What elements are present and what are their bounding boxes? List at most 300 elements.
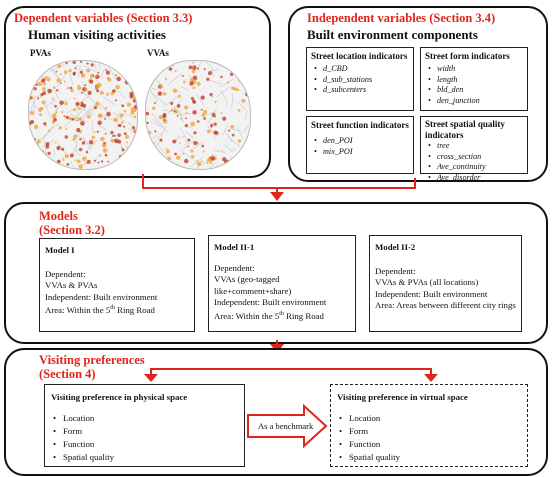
heat-dot: [115, 85, 120, 90]
heat-dot: [192, 66, 194, 68]
heat-dot: [165, 78, 167, 80]
heat-dot: [238, 79, 241, 82]
heat-dot: [167, 156, 171, 160]
heat-dot: [105, 107, 107, 109]
street-line: [237, 126, 243, 139]
street-location-title: Street location indicators: [311, 51, 408, 61]
heat-dot: [29, 165, 31, 169]
model-i-title: Model I: [45, 245, 75, 255]
indicator-d-cbd: • d_CBD: [323, 64, 409, 75]
heat-dot: [35, 142, 39, 146]
model-ii-2-independent: Independent: Built environment: [375, 288, 488, 299]
street-line: [43, 160, 58, 164]
heat-dot: [64, 70, 68, 74]
heat-dot: [113, 61, 117, 65]
preferences-panel: [4, 348, 548, 476]
independent-subtitle: Built environment components: [307, 27, 478, 42]
heat-dot: [191, 97, 194, 100]
heat-dot: [172, 139, 176, 143]
heat-dot: [192, 86, 195, 89]
heat-dot: [125, 135, 129, 139]
benchmark-label: As a benchmark: [258, 421, 314, 431]
heat-dot: [124, 132, 127, 135]
heat-dot: [134, 116, 137, 119]
street-line: [249, 76, 250, 91]
heat-dot: [196, 160, 198, 162]
heat-dot: [147, 141, 149, 143]
heat-dot: [77, 85, 79, 87]
heat-dot: [184, 106, 188, 110]
indicator-mix-poi: • mix_POI: [323, 147, 409, 158]
street-line: [152, 113, 164, 127]
heat-dot: [163, 92, 166, 95]
heat-dot: [204, 68, 206, 70]
physical-item-spatial-quality: • Spatial quality: [63, 451, 238, 464]
heat-dot: [233, 87, 236, 90]
heat-dot: [236, 88, 239, 91]
heat-dot: [130, 61, 133, 63]
heat-dot: [45, 142, 49, 146]
heat-dot: [29, 63, 32, 66]
heat-dot: [177, 104, 181, 108]
heat-dot: [171, 109, 173, 111]
heat-dot: [56, 89, 58, 91]
heat-dot: [94, 106, 97, 109]
heat-dot: [232, 134, 235, 137]
heat-dot: [56, 78, 60, 82]
heat-dot: [132, 156, 134, 158]
heat-dot: [86, 151, 88, 153]
heat-dot: [173, 89, 177, 93]
virtual-item-spatial-quality: • Spatial quality: [349, 451, 521, 464]
heat-dot: [59, 100, 63, 104]
heat-dot: [190, 122, 195, 127]
heat-dot: [246, 72, 249, 75]
heat-dot: [111, 92, 115, 96]
heat-dot: [81, 102, 84, 105]
heat-dot: [52, 98, 54, 100]
heat-dot: [132, 76, 135, 79]
heat-dot: [73, 73, 75, 75]
independent-variables-panel: [288, 6, 548, 182]
heat-dot: [135, 160, 137, 163]
heat-dot: [45, 125, 47, 127]
heat-dot: [42, 91, 46, 95]
heat-dot: [98, 161, 100, 163]
street-line: [100, 68, 105, 78]
street-line: [226, 99, 227, 106]
heat-dot: [86, 69, 90, 73]
model-ii-2-dependent-label: Dependent:: [375, 265, 416, 276]
heat-dot: [128, 67, 130, 69]
heat-dot: [56, 71, 58, 73]
heat-dot: [156, 163, 160, 167]
heat-dot: [197, 82, 201, 86]
heat-dot: [197, 67, 199, 69]
heat-dot: [201, 109, 203, 111]
heat-dot: [240, 73, 244, 77]
heat-dot: [36, 84, 38, 86]
heat-dot: [72, 138, 75, 141]
heat-dot: [166, 149, 170, 153]
heat-dot: [113, 62, 116, 65]
model-ii-1-title: Model II-1: [214, 242, 255, 252]
heat-dot: [95, 76, 97, 78]
model-ii-1-dependent: VVAs (geo-tagged like+comment+share): [214, 274, 292, 296]
heat-dot: [76, 128, 80, 132]
street-line: [245, 84, 250, 89]
model-ii-2-area: Area: Areas between different city rings: [375, 300, 516, 310]
heat-dot: [52, 114, 57, 119]
street-line: [92, 155, 100, 165]
street-line: [69, 71, 72, 85]
heat-dot: [53, 118, 57, 122]
heat-dot: [113, 118, 117, 122]
heat-dot: [192, 62, 194, 64]
heat-dot: [133, 129, 136, 132]
heat-dot: [213, 131, 217, 135]
heat-dot: [151, 154, 154, 157]
heat-dot: [182, 75, 184, 77]
heat-dot: [146, 112, 149, 116]
heat-dot: [55, 112, 57, 114]
heat-dot: [222, 61, 224, 62]
heat-dot: [57, 160, 61, 164]
heat-dot: [37, 97, 39, 99]
heat-dot: [48, 130, 50, 132]
street-line: [246, 133, 250, 138]
heat-dot: [191, 155, 194, 158]
street-line: [168, 73, 181, 85]
heat-dot: [172, 166, 174, 168]
street-line: [186, 132, 194, 138]
heat-dot: [126, 141, 128, 143]
heat-dot: [125, 80, 130, 85]
models-panel: [4, 202, 548, 344]
street-line: [78, 154, 81, 155]
heat-dot: [79, 138, 81, 140]
heat-dot: [130, 95, 134, 99]
indicator-cross-section: • cross_section: [437, 152, 523, 163]
street-line: [184, 143, 188, 145]
heat-dot: [130, 111, 134, 115]
street-line: [62, 156, 65, 159]
heat-dot: [55, 142, 57, 144]
heat-dot: [62, 159, 64, 161]
heat-dot: [54, 162, 56, 164]
heat-dot: [106, 112, 111, 117]
heat-dot: [44, 155, 46, 157]
street-line: [163, 97, 178, 107]
heat-dot: [230, 73, 233, 76]
heat-dot: [116, 165, 120, 169]
street-line: [70, 161, 78, 169]
heat-dot: [227, 82, 229, 84]
heat-dot: [85, 162, 87, 164]
street-line: [225, 164, 233, 167]
street-line: [176, 135, 180, 142]
heat-dot: [128, 61, 131, 63]
heat-dot: [246, 152, 250, 156]
heat-dot: [100, 91, 104, 95]
connector-horizontal: [142, 187, 416, 189]
heat-dot: [238, 152, 240, 154]
heat-dot: [133, 152, 135, 154]
heat-dot: [132, 126, 135, 129]
street-line: [88, 168, 92, 169]
heat-dot: [155, 163, 159, 167]
heat-dot: [87, 63, 89, 65]
heat-dot: [95, 102, 99, 106]
preferences-section-title-2: (Section 4): [39, 367, 96, 381]
heat-dot: [99, 114, 103, 118]
heat-dot: [117, 133, 121, 137]
street-line: [231, 148, 236, 151]
dependent-subtitle: Human visiting activities: [28, 27, 166, 42]
heat-dot: [116, 77, 121, 82]
heat-dot: [66, 163, 69, 166]
heat-dot: [124, 110, 127, 113]
indicator-ave-continuity: • Ave_continuity: [437, 162, 523, 173]
heat-dot: [121, 147, 123, 149]
heat-dot: [85, 88, 88, 91]
heat-dot: [123, 74, 125, 76]
dependent-section-title: Dependent variables (Section 3.3): [14, 11, 193, 25]
heat-dot: [70, 89, 73, 92]
heat-dot: [159, 139, 162, 142]
heat-dot: [133, 139, 137, 144]
heat-dot: [82, 156, 87, 161]
heat-dot: [150, 159, 154, 163]
street-line: [179, 112, 184, 122]
heat-dot: [107, 161, 109, 163]
models-section-title-2: (Section 3.2): [39, 223, 105, 237]
heat-dot: [104, 62, 106, 64]
heat-dot: [84, 84, 86, 86]
heat-dot: [90, 74, 93, 77]
street-line: [230, 156, 236, 166]
heat-dot: [71, 118, 74, 121]
street-line: [249, 122, 250, 130]
heat-dot: [61, 148, 64, 151]
heat-dot: [238, 109, 241, 112]
heat-dot: [97, 121, 102, 126]
street-location-box: [306, 47, 414, 111]
heat-dot: [170, 102, 173, 105]
heat-dot: [184, 159, 189, 164]
heat-dot: [190, 150, 193, 153]
indicator-d-sub-stations: • d_sub_stations: [323, 75, 409, 86]
heat-dot: [34, 87, 37, 90]
street-line: [148, 88, 158, 102]
heat-dot: [115, 99, 117, 101]
heat-dot: [87, 115, 91, 119]
street-line: [150, 64, 159, 78]
heat-dot: [222, 117, 226, 121]
heat-dot: [105, 154, 108, 157]
heat-dot: [76, 120, 78, 122]
heat-dot: [106, 93, 109, 96]
heat-dot: [57, 64, 61, 68]
heat-dot: [177, 115, 179, 117]
heat-dot: [148, 67, 152, 71]
model-ii-2-dependent: VVAs & PVAs (all locations): [375, 277, 479, 287]
heat-dot: [44, 153, 47, 156]
heat-dot: [72, 61, 75, 64]
street-line: [197, 61, 202, 68]
heat-dot: [91, 63, 94, 66]
vvas-heatmap-svg: [146, 61, 250, 169]
heat-dot: [103, 148, 105, 150]
street-line: [78, 72, 79, 78]
indicator-den-poi: • den_POI: [323, 136, 409, 147]
heat-dot: [174, 153, 177, 156]
heat-dot: [68, 69, 71, 72]
street-line: [222, 133, 224, 136]
heat-dot: [29, 81, 31, 83]
heat-dot: [118, 124, 121, 127]
heat-dot: [158, 150, 160, 152]
street-line: [93, 61, 96, 70]
heat-dot: [131, 142, 133, 144]
heat-dot: [40, 150, 44, 154]
heat-dot: [63, 115, 65, 117]
street-function-box: [306, 116, 414, 174]
heat-dot: [94, 131, 96, 133]
heat-dot: [47, 89, 52, 94]
heat-dot: [82, 141, 85, 144]
street-line: [235, 165, 244, 169]
model-ii-2-box: [369, 235, 522, 332]
street-line: [224, 130, 232, 142]
heat-dot: [99, 154, 101, 156]
street-line: [146, 153, 156, 155]
heat-dot: [106, 71, 110, 75]
heat-dot: [65, 62, 67, 64]
heat-dot: [245, 149, 248, 152]
heat-dot: [30, 149, 33, 152]
indicator-d-subcenters: • d_subcenters: [323, 85, 409, 96]
map-label-pvas: PVAs: [30, 48, 51, 58]
street-line: [151, 160, 161, 161]
heat-dot: [211, 157, 215, 161]
heat-dot: [43, 82, 46, 85]
heat-dot: [127, 102, 131, 106]
heat-dot: [175, 164, 180, 169]
map-label-vvas: VVAs: [147, 48, 169, 58]
physical-item-form: • Form: [63, 425, 238, 438]
heat-dot: [123, 64, 127, 68]
heat-dot: [178, 95, 181, 98]
heat-dot: [75, 102, 79, 106]
street-line: [32, 78, 38, 84]
heat-dot: [209, 161, 212, 164]
heat-dot: [121, 121, 124, 124]
connector-left-down: [142, 174, 144, 188]
heat-dot: [133, 166, 135, 168]
heat-dot: [60, 82, 62, 84]
heat-dot: [185, 112, 187, 114]
heat-dot: [201, 160, 203, 162]
heat-dot: [180, 118, 182, 120]
heat-dot: [115, 74, 118, 77]
heat-dot: [157, 61, 160, 63]
heat-dot: [211, 95, 213, 97]
heat-dot: [102, 143, 106, 147]
street-function-title: Street function indicators: [311, 120, 409, 130]
model-ii-1-dependent-label: Dependent:: [214, 262, 255, 273]
heat-dot: [229, 159, 231, 161]
street-line: [244, 126, 248, 132]
heat-dot: [192, 69, 196, 73]
heat-dot: [175, 70, 177, 72]
heat-dot: [105, 69, 107, 71]
heat-dot: [187, 146, 189, 148]
heat-dot: [42, 87, 46, 91]
heat-dot: [30, 97, 32, 99]
heat-dot: [94, 160, 96, 162]
physical-preference-box: [44, 384, 245, 467]
heat-dot: [151, 142, 154, 145]
heat-dot: [67, 87, 69, 89]
heat-dot: [134, 61, 136, 63]
indicator-length: • length: [437, 75, 523, 86]
heat-dot: [64, 81, 66, 83]
heat-dot: [203, 151, 205, 153]
street-spatial-quality-title: Street spatial quality indicators: [425, 119, 505, 140]
heat-dot: [133, 96, 135, 98]
heat-dot: [97, 72, 99, 74]
vvas-heatmap: [145, 60, 251, 170]
street-line: [208, 80, 222, 84]
heat-dot: [132, 68, 136, 72]
heat-dot: [64, 102, 67, 105]
heat-dot: [49, 160, 52, 163]
arrow-down-physical: [144, 374, 158, 383]
heat-dot: [104, 118, 106, 120]
heat-dot: [238, 139, 241, 142]
heat-dot: [92, 136, 95, 139]
heat-dot: [34, 138, 36, 140]
heat-dot: [126, 147, 128, 149]
physical-item-function: • Function: [63, 438, 238, 451]
heat-dot: [185, 117, 187, 119]
heat-dot: [37, 76, 39, 78]
preferences-section-title-1: Visiting preferences: [39, 353, 145, 367]
street-line: [209, 70, 219, 72]
model-i-box: [39, 238, 195, 332]
heat-dot: [134, 62, 137, 66]
heat-dot: [152, 153, 154, 155]
heat-dot: [207, 129, 211, 133]
indicator-bld-den: • bld_den: [437, 85, 523, 96]
heat-dot: [185, 124, 188, 127]
model-ii-2-title: Model II-2: [375, 242, 416, 252]
heat-dot: [221, 150, 223, 152]
heat-dot: [80, 71, 83, 74]
street-line: [29, 82, 30, 87]
street-line: [206, 61, 209, 65]
heat-dot: [120, 64, 122, 66]
models-section-title-1: Models: [39, 209, 78, 223]
heat-dot: [121, 104, 124, 107]
heat-dot: [95, 84, 99, 88]
heat-dot: [89, 140, 94, 145]
heat-dot: [110, 139, 114, 143]
heat-dot: [34, 82, 36, 84]
heat-dot: [89, 80, 93, 84]
street-line: [246, 110, 248, 120]
